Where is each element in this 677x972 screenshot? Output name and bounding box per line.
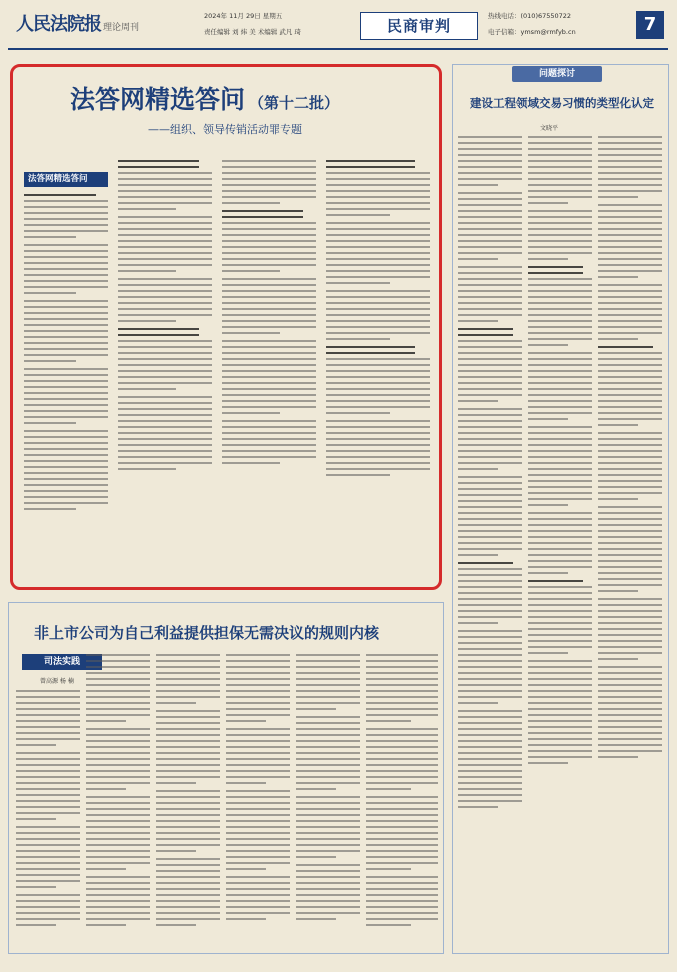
page-number: 7 — [636, 11, 664, 39]
brand-name: 人民法院报 — [16, 14, 101, 35]
main-title-text: 法答网精选答问 — [70, 85, 246, 114]
bottom-article-author: 曾高源 杨 楠 — [40, 678, 74, 685]
right-article-title: 建设工程领域交易习惯的类型化认定 — [470, 96, 654, 110]
main-article-title — [70, 80, 339, 116]
main-column-label — [24, 172, 108, 187]
bottom-article-tag: 司法实践 — [22, 654, 102, 670]
main-column-label-text: 法答网精选答问 — [28, 174, 88, 184]
editors-line: 责任编辑 刘 炜 美 术编辑 武凡 琦 — [204, 28, 301, 36]
section-title: 民商审判 — [360, 12, 478, 40]
right-text-column-2 — [528, 136, 592, 948]
right-article-author: 文晓平 — [540, 125, 559, 132]
main-article-subtitle: ——组织、领导传销活动罪专题 — [148, 123, 302, 136]
hotline: 热线电话：(010)67550722 — [488, 12, 572, 20]
right-text-column-3 — [598, 136, 662, 948]
bottom-text-column-1 — [16, 690, 80, 948]
bottom-text-column-2 — [86, 654, 150, 948]
main-text-column-2 — [118, 160, 212, 578]
bottom-text-column-6 — [366, 654, 438, 948]
main-text-column-1 — [24, 194, 108, 578]
bottom-text-column-5 — [296, 654, 360, 948]
date-line: 2024年 11月 29日 星期五 — [204, 12, 283, 20]
bottom-text-column-4 — [226, 654, 290, 948]
right-article-tag: 问题探讨 — [512, 66, 602, 82]
bottom-article-title: 非上市公司为自己利益提供担保无需决议的规则内核 — [34, 624, 380, 642]
main-text-column-3 — [222, 160, 316, 578]
main-title-issue: （第十二批） — [249, 94, 340, 112]
main-text-column-4 — [326, 160, 430, 578]
bottom-text-column-3 — [156, 654, 220, 948]
newspaper-brand — [16, 10, 139, 36]
brand-subtitle: 理论周刊 — [103, 23, 140, 33]
email: 电子信箱：ymsm@rmfyb.cn — [488, 28, 576, 36]
right-text-column-1 — [458, 136, 522, 948]
